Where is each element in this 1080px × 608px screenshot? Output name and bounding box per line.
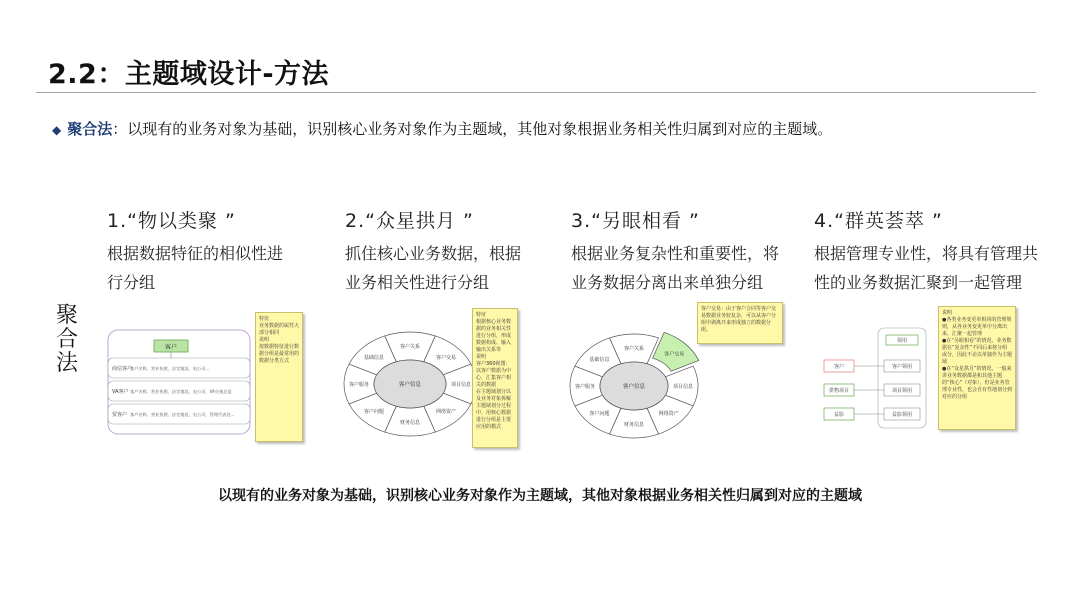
fig1-row-label: 商信客户: [112, 366, 133, 372]
intro-line: [52, 118, 832, 139]
method-description: 根据管理专业性，将具有管理共性的业务数据汇聚到一起管理: [814, 244, 1039, 292]
ring-segment-label: 基础信息: [589, 357, 610, 364]
method-description: 根据数据特征的相似性进行分组: [107, 244, 284, 292]
ring-segment-label: 客户服务: [574, 384, 596, 390]
ring-segment-label: 财务信息: [399, 420, 421, 426]
fig4-note: 说明 ●各类业务变更单相同的管理规则，从各业务变更单中分离出来，汇聚一起管理 ●在“另眼相看”的情况，业务数据在“复杂性”不同后来将分组或分，因此不论以单独作为主题域 ●在“众星拱月”的情况，一般来讲业务数据都是和其他主题的“核心”（对象），但是业务管理专业性，也会自有性地划分到对应的分组: [938, 306, 1016, 430]
ring-segment-label: 网络资产: [436, 408, 457, 415]
fig3-note: 客户交易：由于客户合同等客户交易数据业务较复杂，可以从客户分组中剥离开来形成独立的数据分组。: [697, 302, 783, 344]
method-2: [345, 206, 575, 297]
figure-3-ring: [566, 322, 706, 446]
ring-segment-label: 客户服务: [348, 382, 370, 388]
fig1-note: 特征 业务数据的属性大部分相同 说明 按数据特征进行数据分组是最常用的数据分类方式: [255, 312, 303, 442]
fig4-center-item: 客户领用: [891, 364, 913, 370]
fig1-top-box-label: 客户: [164, 344, 178, 351]
method-description: 抓住核心业务数据，根据业务相关性进行分组: [345, 244, 522, 292]
ring-segment-label: 客户问题: [363, 408, 384, 415]
side-label-char: 聚: [55, 303, 78, 328]
page-title: 2.2：主题域设计-方法: [48, 59, 330, 90]
side-label: [54, 304, 80, 376]
ring-segment-label: 客户交易: [664, 351, 685, 358]
fig1-row-label: VA客户: [112, 389, 129, 395]
fig2-note: 特征 根据核心业务数据的业务相关性进行分组，形成数据构成、输入输出关系等 说明 客户360视图：以客户数据为中心，汇集客户相关的数据 在主题域划分以及业务对象拆解主题域划分过程中，用核心数据进行分组是主要应用的模式: [472, 308, 518, 448]
fig4-left-item: 客户: [833, 364, 845, 370]
ring-segment-label: 财务信息: [623, 422, 645, 428]
fig4-center-item: 益影领用: [891, 412, 913, 418]
ring-segment-label: 基础信息: [363, 355, 384, 362]
side-label-char: 法: [55, 351, 78, 376]
ring-segment-label: 项目信息: [672, 384, 694, 390]
ring-center-label: 客户信息: [622, 384, 646, 390]
ring-segment-label: 客户交易: [436, 355, 457, 362]
figure-4-pooling: [816, 326, 946, 430]
fig4-center-title: 领用: [896, 338, 908, 344]
fig1-row-label: 贸客户: [112, 412, 128, 418]
ring-segment-label: 项目信息: [450, 382, 472, 388]
ring-segment-label: 网络资产: [658, 410, 679, 417]
title-divider: [36, 92, 1036, 93]
fig4-left-item: 益影: [833, 412, 845, 418]
method-1: [107, 206, 337, 297]
intro-keyword: 聚合法: [67, 120, 113, 138]
fig4-center-item: 项目领用: [891, 388, 913, 394]
method-4: [814, 206, 1044, 297]
fig1-row-items: 客户名称、营业执照、法定地址、电公司、管理代表处...: [130, 412, 235, 417]
method-heading: 3.“另眼相看 ”: [571, 210, 700, 232]
ring-segment-label: 客户关系: [623, 346, 645, 352]
ring-center-label: 客户信息: [398, 382, 422, 388]
method-heading: 1.“物以类聚 ”: [107, 210, 236, 232]
method-heading: 4.“群英荟萃 ”: [814, 210, 943, 232]
method-description: 根据业务复杂性和重要性，将业务数据分离出来单独分组: [571, 244, 780, 292]
ring-segment-label: 客户关系: [399, 344, 421, 350]
method-3: [571, 206, 801, 297]
fig1-row-items: 客户名称、营业执照、法定地址、电公司...: [130, 366, 210, 371]
method-heading: 2.“众星拱月 ”: [345, 210, 474, 232]
intro-text: ：以现有的业务对象为基础，识别核心业务对象作为主题域，其他对象根据业务相关性归属到对应的主题域。: [112, 120, 833, 138]
side-label-char: 合: [55, 327, 78, 352]
figure-2-ring: [340, 324, 480, 444]
fig4-left-item: 供物项目: [828, 388, 850, 394]
ring-segment-label: 客户问题: [589, 410, 610, 417]
summary-text: 以现有的业务对象为基础，识别核心业务对象作为主题域，其他对象根据业务相关性归属到对应的主题域: [218, 488, 862, 504]
fig1-row-items: 客户名称、营业执照、法定地址、电公司、VA分值总览: [130, 389, 232, 394]
diamond-bullet-icon: ◆: [52, 123, 62, 137]
